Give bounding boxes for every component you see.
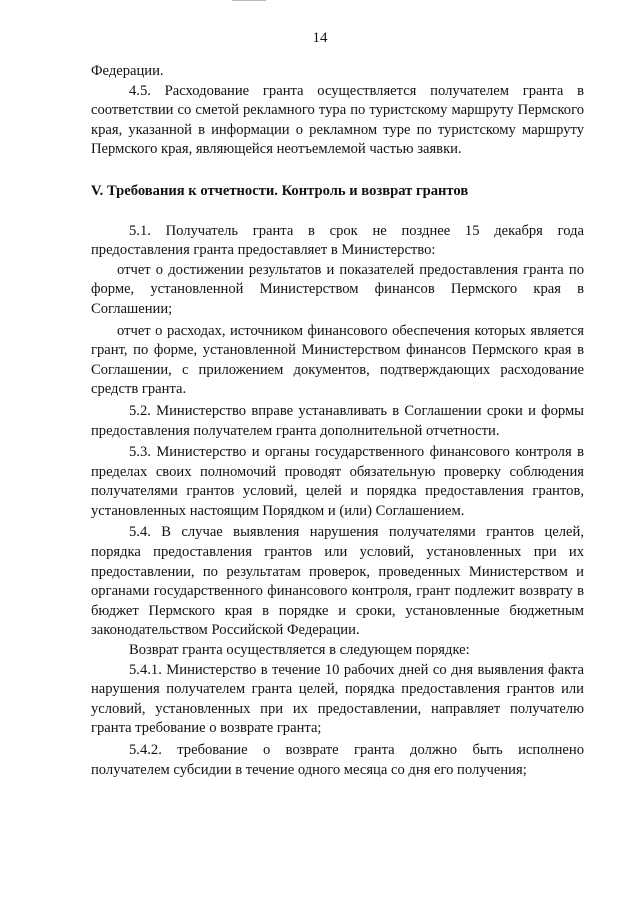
page-number: 14 (312, 30, 328, 46)
paragraph-5-2: 5.2. Министерство вправе устанавливать в Соглашении сроки и формы предоставления получателем гранта дополнительной отчетности. (91, 402, 584, 439)
section-title: V. Требования к отчетности. Контроль и возврат грантов (91, 182, 469, 199)
paragraph-5-3: 5.3. Министерство и органы государственного финансового контроля в пределах своих полномочий проводят обязательную проверку соблюдения получателями грантов условий, целей и порядка предоставления грантов, установленных настоящим Порядком и (или) Соглашением. (91, 444, 584, 519)
paragraph-report-expenses: отчет о расходах, источником финансового обеспечения которых является грант, по форме, установленной Министерством финансов Пермского края в Соглашении, с приложением документов, подтверждающих расходование средств гранта. (91, 322, 584, 398)
paragraph-5-1: 5.1. Получатель гранта в срок не позднее 15 декабря года предоставления гранта предоставляет в Министерство: (91, 222, 584, 259)
paragraph-5-4: 5.4. В случае выявления нарушения получателями грантов целей, порядка предоставления грантов или условий, установленных при их предоставлении, по результатам проверок, проведенных Министерством и органами государственного финансового контроля, грант подлежит возврату в бюджет Пермского края в порядке и сроки, установленные бюджетным законодательством Российской Федерации. (91, 524, 584, 639)
paragraph-4-5: 4.5. Расходование гранта осуществляется получателем гранта в соответствии со сметой рекламного тура по туристскому маршруту Пермского края, указанной в информации о рекламном туре по туристскому маршруту Пермского края, являющейся неотъемлемой частью заявки. (91, 82, 584, 158)
paragraph-continuation: Федерации. (91, 63, 164, 79)
paragraph-return-order: Возврат гранта осуществляется в следующем порядке: (129, 642, 470, 659)
paragraph-5-4-2: 5.4.2. требование о возврате гранта должно быть исполнено получателем субсидии в течение одного месяца со дня его получения; (91, 742, 584, 778)
top-scan-mark (232, 0, 266, 1)
document-body (91, 62, 584, 780)
paragraph-report-results: отчет о достижении результатов и показателей предоставления гранта по форме, установленной Министерством финансов Пермского края в Соглашении; (91, 261, 584, 317)
paragraph-5-4-1: 5.4.1. Министерство в течение 10 рабочих дней со дня выявления факта нарушения получателем гранта целей, порядка предоставления грантов или условий, установленных при их предоставлении, направляет получателю гранта требование о возврате гранта; (91, 661, 584, 737)
